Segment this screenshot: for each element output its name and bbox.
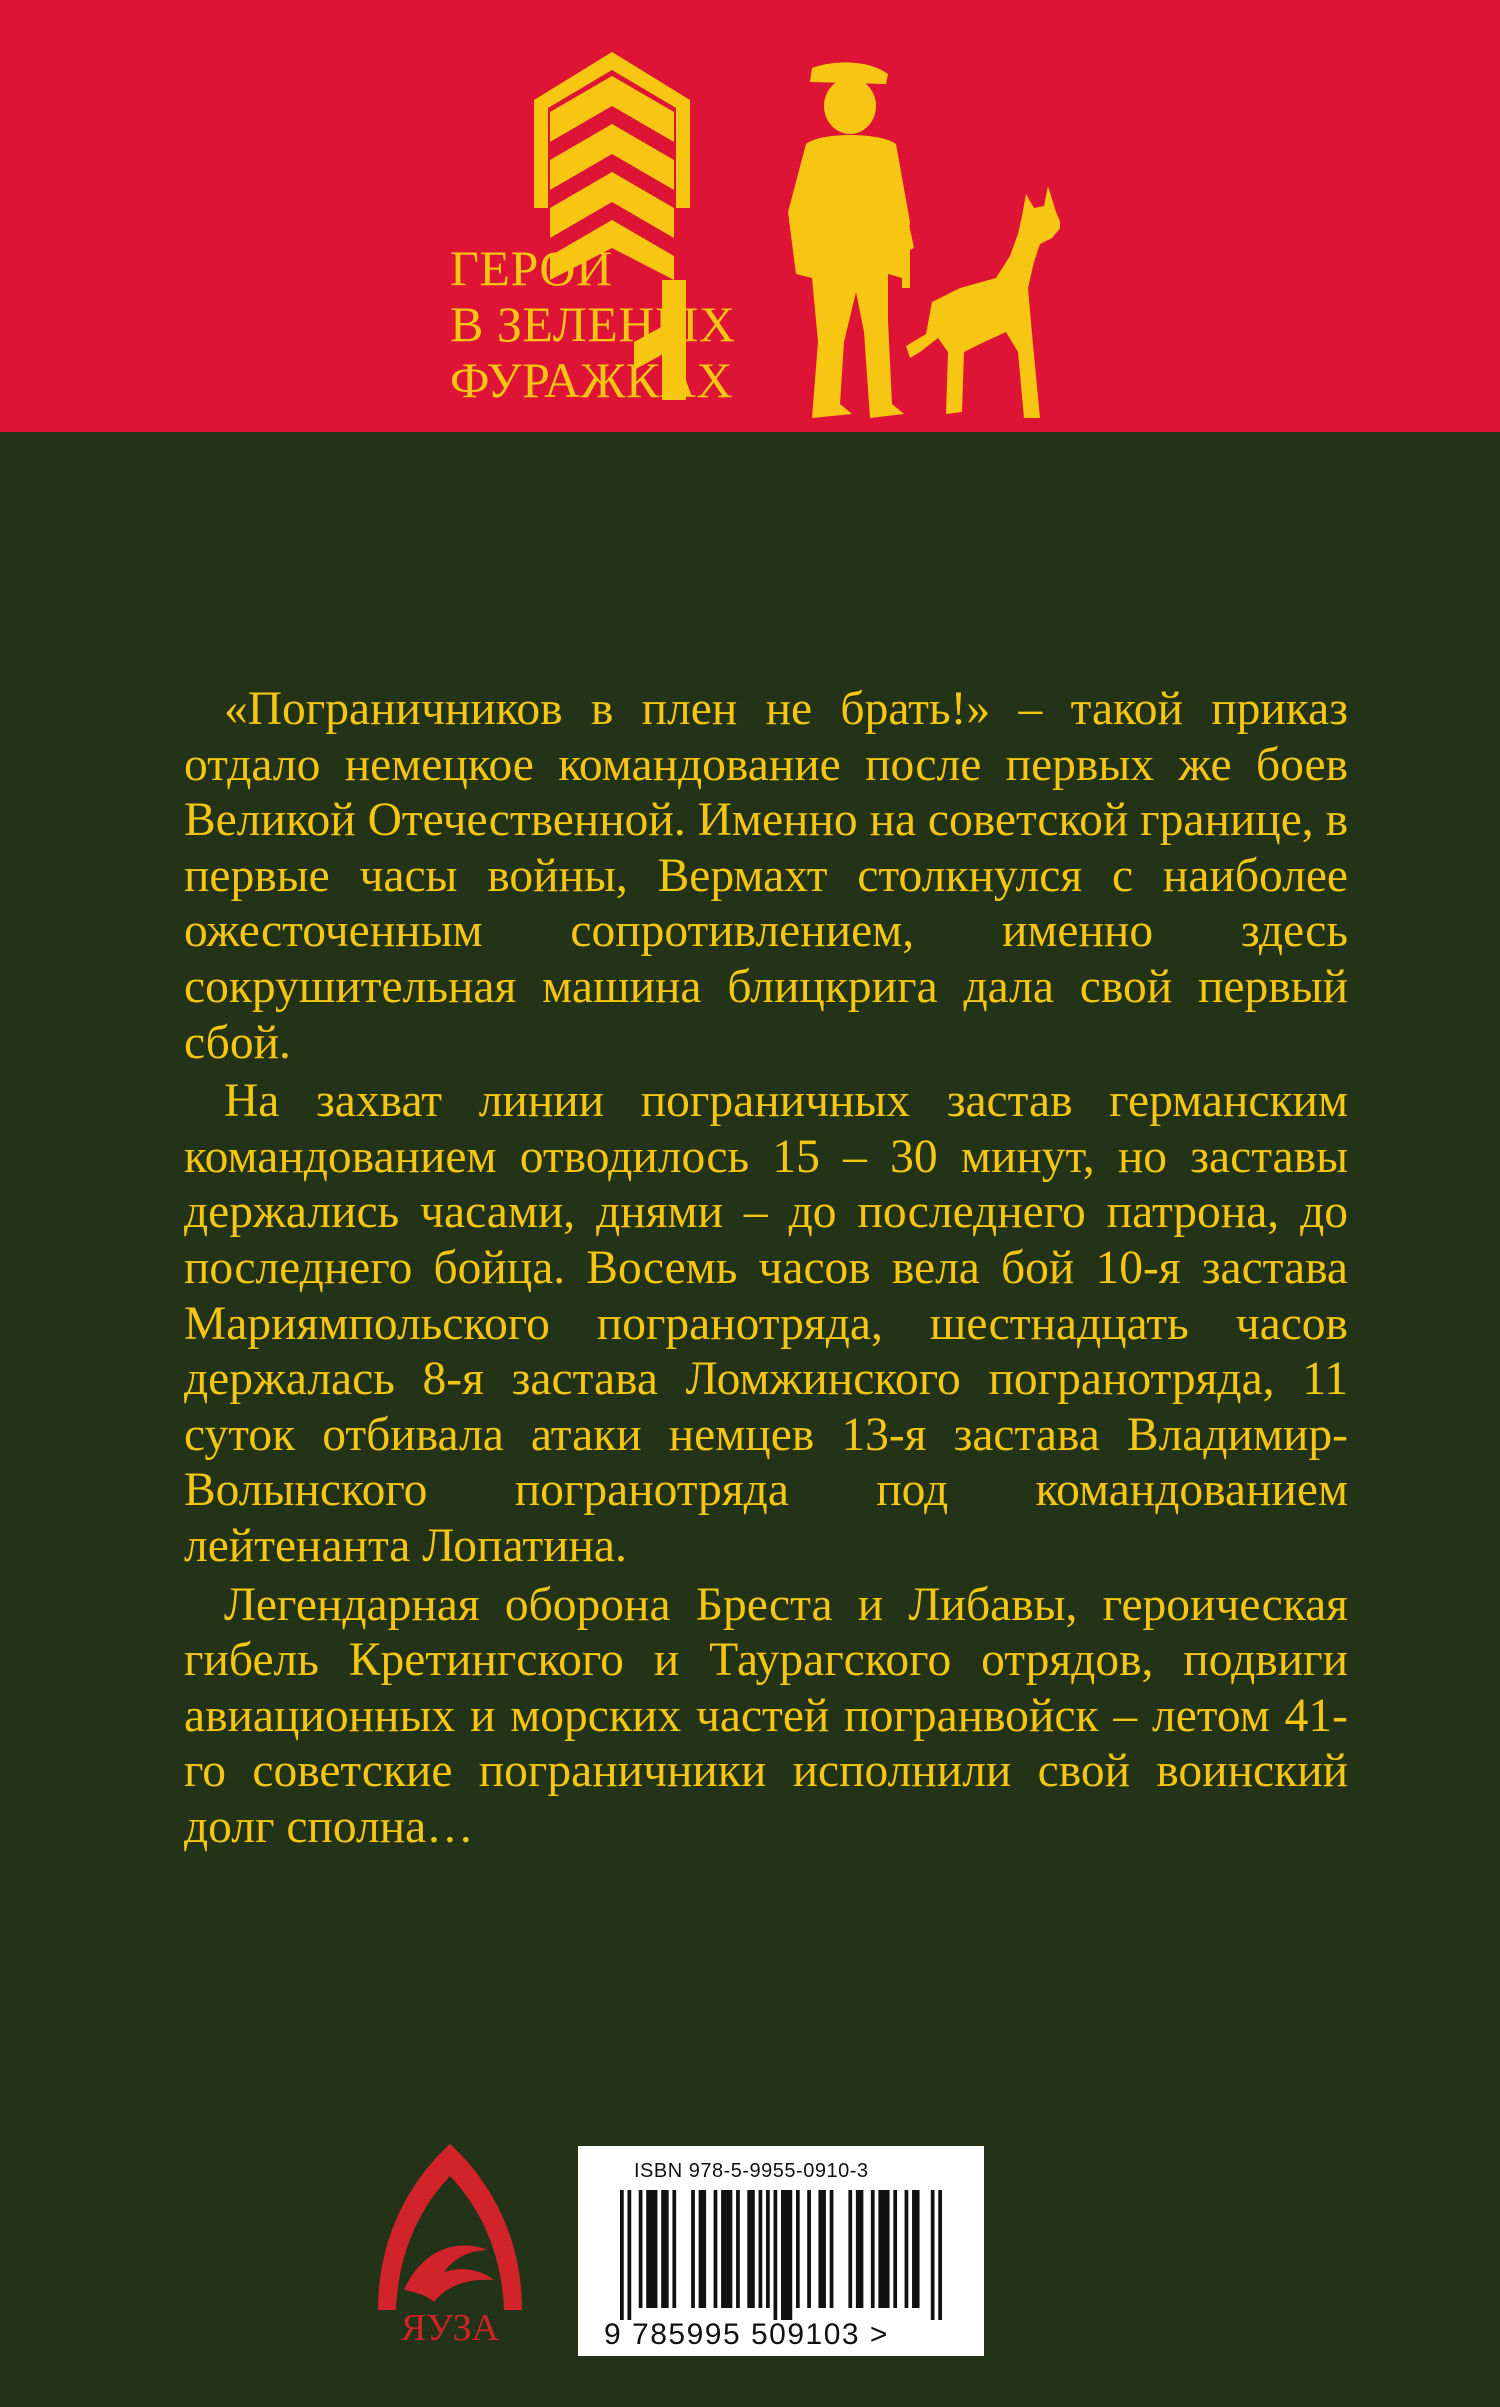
- barcode-bar: [721, 2190, 732, 2308]
- barcode-bar: [672, 2190, 676, 2308]
- barcode-bar: [774, 2190, 778, 2320]
- series-title-line: ГЕРОИ: [450, 240, 613, 296]
- barcode-bar: [759, 2190, 763, 2308]
- barcode-panel: [578, 2146, 984, 2356]
- barcode-bar: [639, 2190, 643, 2308]
- barcode-bar: [766, 2190, 770, 2308]
- blurb-paragraph: «Пограничников в плен не брать!» – такой приказ отдало немецкое командование после первых же боев Великой Отечественной. Именно на советской границе, в первые часы войны, Вермахт столкнулся с наиболее ожесточенным сопротивлением, именно здесь сокрушительная машина блицкрига дала свой первый сбой.: [184, 683, 1348, 1069]
- isbn-label: ISBN 978-5-9955-0910-3: [634, 2160, 869, 2182]
- barcode-bar: [661, 2190, 668, 2308]
- publisher-logo: [360, 2140, 540, 2350]
- barcode-bar: [714, 2190, 718, 2308]
- barcode-bar: [938, 2190, 942, 2320]
- publisher-logo-text: ЯУЗА: [400, 2307, 500, 2349]
- barcode-bar: [691, 2190, 695, 2308]
- back-cover-blurb: [184, 682, 1348, 1855]
- barcode-bar: [893, 2190, 897, 2308]
- barcode-bar: [848, 2190, 852, 2308]
- barcode-bar: [912, 2190, 919, 2308]
- barcode-bars: [620, 2190, 942, 2320]
- barcode-bar: [871, 2190, 875, 2308]
- barcode-bar: [627, 2190, 631, 2320]
- barcode-bar: [856, 2190, 863, 2308]
- barcode-bar: [905, 2190, 909, 2308]
- barcode-digits: 9 785995 509103 >: [604, 2318, 889, 2351]
- barcode-bar: [818, 2190, 825, 2308]
- series-title-line: ФУРАЖКАХ: [450, 352, 733, 408]
- barcode-bar: [830, 2190, 834, 2308]
- blurb-paragraph: Легендарная оборона Бреста и Либавы, героическая гибель Кретингского и Таурагского отрядов, подвиги авиационных и морских частей погранвойск – летом 41-го советские пограничники исполнили свой воинский долг сполна…: [184, 1578, 1348, 1853]
- series-title-line: В ЗЕЛЕНЫХ: [450, 296, 736, 352]
- barcode-bar: [747, 2190, 754, 2308]
- barcode-bar: [807, 2190, 811, 2308]
- blurb-paragraph: На захват линии пограничных застав германским командованием отводилось 15 – 30 минут, но заставы держались часами, днями – до последнего патрона, до последнего бойца. Восемь часов вела бой 10-я застава Мариямпольского погранотряда, шестнадцать часов держалась 8-я застава Ломжинского погранотряда, 11 суток отбивала атаки немцев 13-я застава Владимир-Волынского погранотряда под командованием лейтенанта Лопатина.: [184, 1075, 1348, 1572]
- barcode-bar: [646, 2190, 657, 2308]
- series-title: [450, 240, 736, 408]
- barcode-bar: [878, 2190, 889, 2308]
- soldier-silhouette-icon: [788, 62, 914, 418]
- barcode-bar: [620, 2190, 624, 2320]
- barcode-bar: [931, 2190, 935, 2320]
- barcode-bar: [781, 2190, 792, 2320]
- barcode-bar: [736, 2190, 740, 2308]
- dog-silhouette-icon: [906, 186, 1060, 418]
- barcode-bar: [796, 2190, 800, 2308]
- barcode-bar: [699, 2190, 706, 2308]
